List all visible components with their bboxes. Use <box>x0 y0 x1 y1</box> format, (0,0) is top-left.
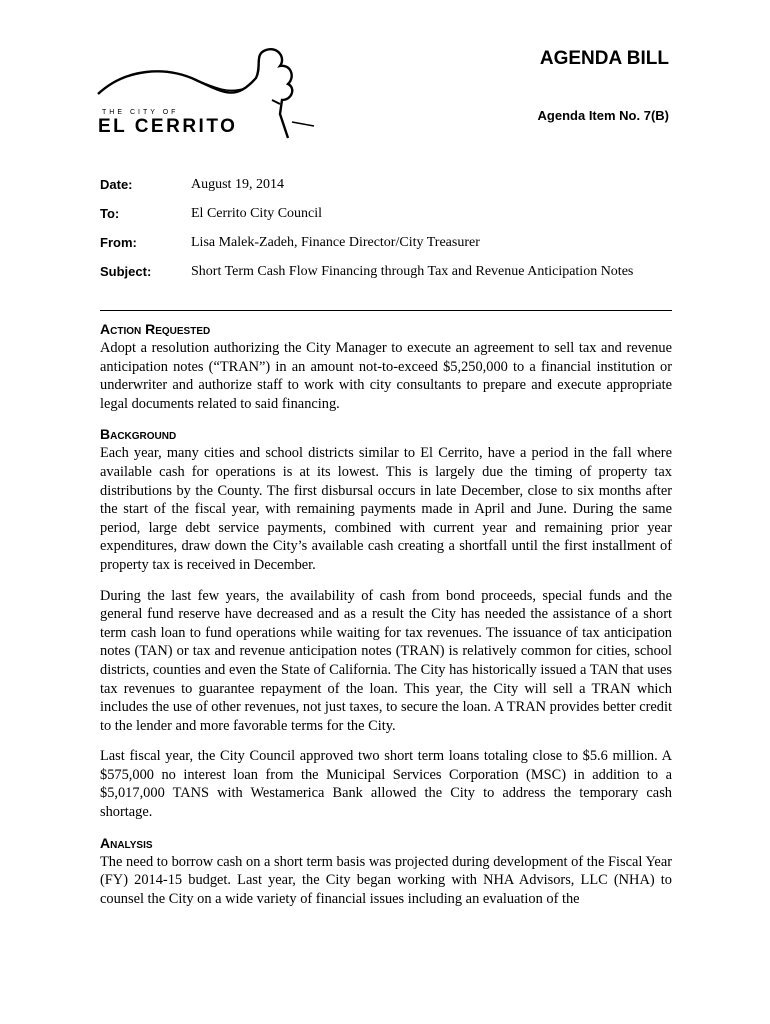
meta-value: Lisa Malek-Zadeh, Finance Director/City Treasurer <box>191 235 480 250</box>
agenda-title: AGENDA BILL <box>539 48 669 69</box>
section-heading-background: Background <box>100 426 177 443</box>
paragraph: Adopt a resolution authorizing the City Manager to execute an agreement to sell tax and revenue anticipation notes (“TRAN”) in an amount not-to-exceed $5,250,000 to a financial institution or underwriter and authorize staff to work with city consultants to prepare and execute appropriate legal documents related to said financing. <box>100 340 672 412</box>
city-logo-graphic <box>96 44 326 140</box>
section-heading-action-requested: Action Requested <box>100 321 211 337</box>
meta-label: Date: <box>100 177 133 192</box>
meta-value: El Cerrito City Council <box>191 206 323 221</box>
agenda-item-number: Agenda Item No. 7(B) <box>537 108 669 123</box>
meta-label: To: <box>100 206 120 221</box>
paragraph: Last fiscal year, the City Council approved two short term loans totaling close to $5.6 million. A $575,000 no interest loan from the Municipal Services Corporation (MSC) in addition to a $5,017,000 TANS with Westamerica Bank allowed the City to address the temporary cash shortage. <box>100 748 672 821</box>
header-divider <box>100 310 672 311</box>
meta-row-subject <box>100 263 672 280</box>
logo-city-name: EL CERRITO <box>98 116 238 137</box>
meta-value: August 19, 2014 <box>191 177 284 192</box>
paragraph: During the last few years, the availability of cash from bond proceeds, special funds and the general fund reserve have decreased and as a result the City has needed the assistance of a short term cash loan to fund operations while waiting for tax revenues. The issuance of tax anticipation notes (TAN) or tax and revenue anticipation notes (TRAN) is relatively common for cities, school districts, counties and even the State of California. The City has historically issued a TAN that uses tax revenues to guarantee repayment of the loan. This year, the City will sell a TRAN which includes the use of other revenues, not just taxes, to secure the loan. A TRAN provides better credit to the lender and more favorable terms for the City. <box>100 587 672 734</box>
section-heading-analysis: Analysis <box>100 834 153 851</box>
memo-body <box>100 320 672 920</box>
meta-row-date <box>100 176 672 193</box>
meta-value: Short Term Cash Flow Financing through Tax and Revenue Anticipation Notes <box>191 264 634 279</box>
paragraph: The need to borrow cash on a short term basis was projected during development of the Fiscal Year (FY) 2014-15 budget. Last year, the City began working with NHA Advisors, LLC (NHA) to counsel the City on a wide variety of financial issues including an evaluation of the <box>100 853 672 907</box>
logo-small-text: THE CITY OF <box>102 109 179 116</box>
meta-label: From: <box>100 235 137 250</box>
meta-label: Subject: <box>100 264 152 279</box>
memo-header <box>100 176 672 292</box>
city-logo <box>96 44 326 140</box>
meta-row-from <box>100 234 672 251</box>
meta-row-to <box>100 205 672 222</box>
paragraph: Each year, many cities and school districts similar to El Cerrito, have a period in the fall where available cash for operations is at its lowest. This is largely due the timing of property tax distributions by the County. The first disbursal occurs in late December, close to six months after the start of the fiscal year, with remaining payments made in April and June. During the same period, large debt service payments, combined with current year and remaining prior year expenditures, draw down the City’s available cash creating a shortfall until the first installment of property tax is received in December. <box>100 445 672 573</box>
